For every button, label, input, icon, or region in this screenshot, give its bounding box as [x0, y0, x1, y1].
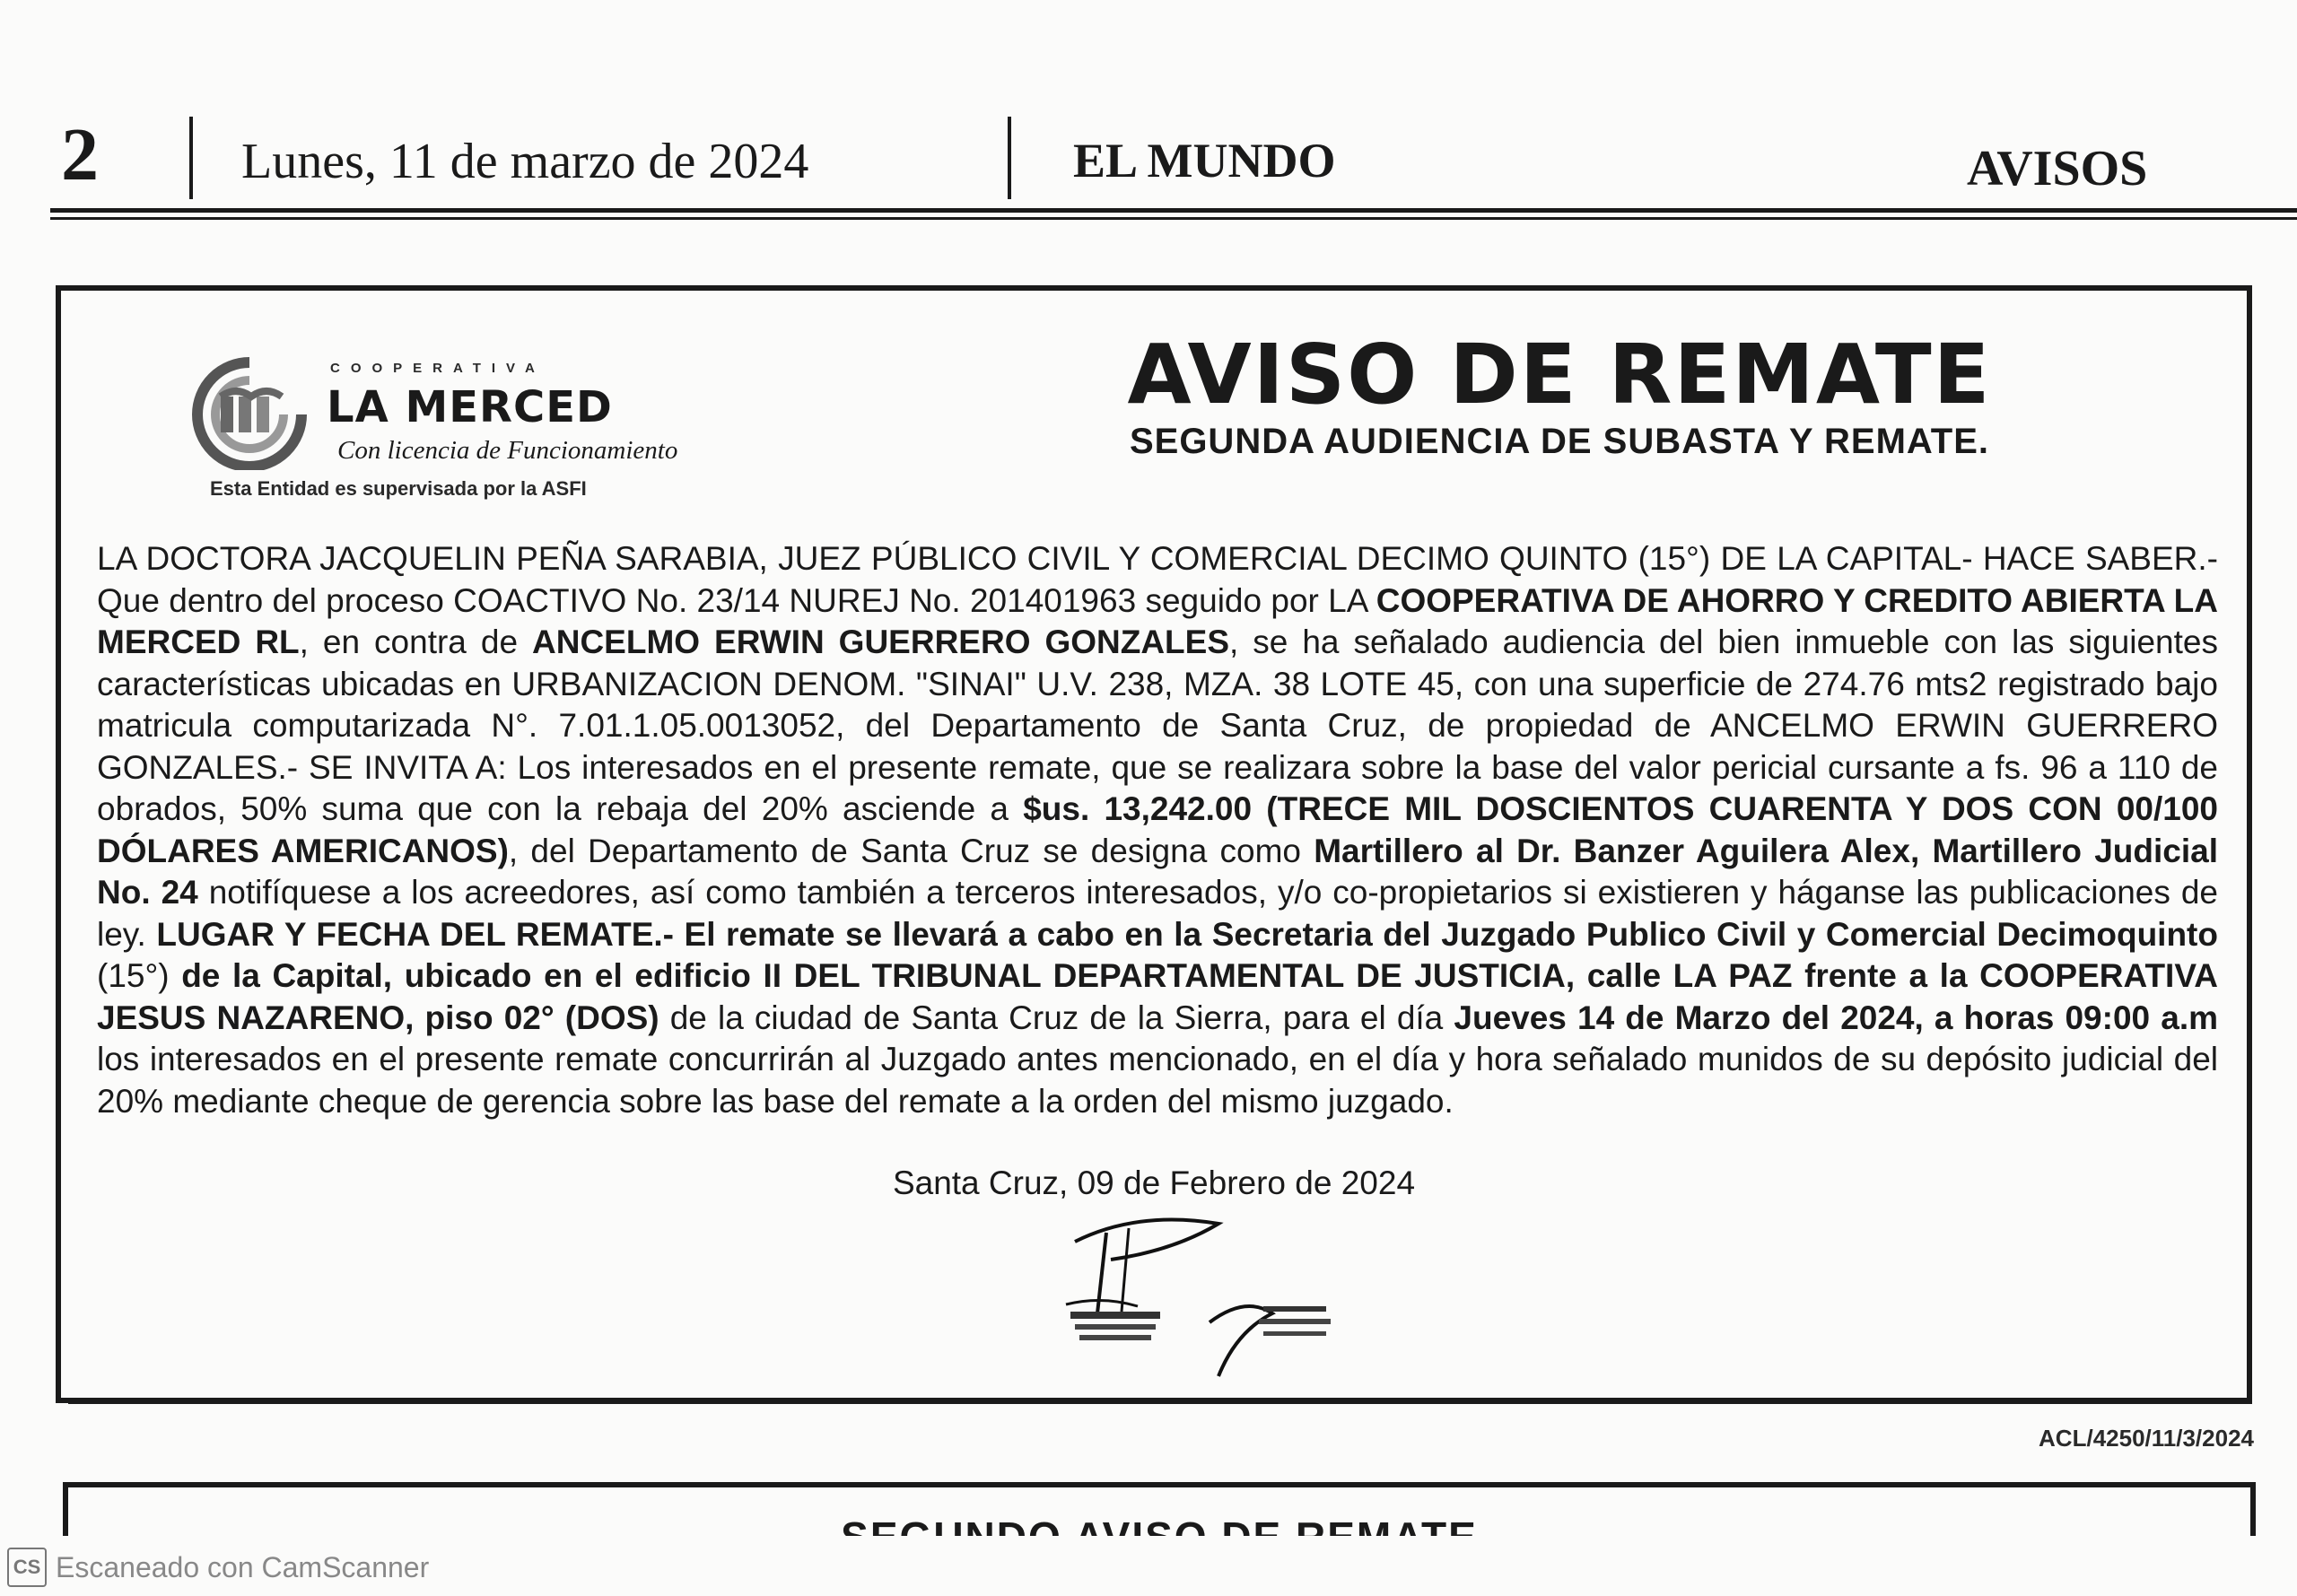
signatures-and-seals	[1003, 1206, 1380, 1385]
body-text-bold: Martillero al Dr. Banzer Aguilera Alex, Martillero Judicial No. 24	[97, 832, 2218, 911]
masthead-rule	[50, 208, 2297, 213]
logo-name: LA MERCED	[327, 382, 613, 432]
logo-supervision-note: Esta Entidad es supervisada por la ASFI	[210, 477, 587, 500]
reference-code: ACL/4250/11/3/2024	[2039, 1425, 2254, 1452]
notice-title: AVISO DE REMATE	[1127, 327, 1992, 423]
place-and-date: Santa Cruz, 09 de Febrero de 2024	[892, 1164, 1416, 1201]
body-text: LA DOCTORA JACQUELIN PEÑA SARABIA, JUEZ PÚBLICO CIVIL Y COMERCIAL DECIMO QUINTO (15°) DE LA CAPITAL- HACE SABER.- Que dentro del proceso COACTIVO No. 23/14 NUREJ No. 201401963 seguido por LA	[97, 540, 2218, 619]
body-text: de la ciudad de Santa Cruz de la Sierra, para el día	[659, 999, 1454, 1036]
cooperative-logo	[178, 346, 734, 499]
watermark-text: Escaneado con CamScanner	[56, 1550, 430, 1583]
masthead-rule	[50, 217, 2297, 220]
body-text-bold: LUGAR Y FECHA DEL REMATE.- El remate se llevará a cabo en la Secretaria del Juzgado Publico Civil y Comercial Decimoquinto	[156, 915, 2218, 953]
auction-notice	[56, 285, 2252, 1403]
body-text: , en contra de	[299, 624, 533, 660]
newspaper-name: EL MUNDO	[1073, 134, 1336, 188]
scanner-watermark	[7, 1545, 429, 1590]
notice-body	[97, 538, 2218, 1122]
body-text-bold: $us. 13,242.00 (TRECE MIL DOSCIENTOS CUARENTA Y DOS CON 00/100 DÓLARES AMERICANOS)	[97, 790, 2218, 869]
logo-cooperative-word: COOPERATIVA	[330, 361, 546, 376]
body-text: , se ha señalado audiencia del bien inmueble con las siguientes características ubicadas en URBANIZACION DENOM. "SINAI" U.V. 238, MZA. 38 LOTE 45, con una superficie de 274.76 mts2 registrado bajo matricula computarizada N°. 7.01.1.05.0013052, del Departamento de Santa Cruz, de propiedad de ANCELMO ERWIN GUERRERO GONZALES.- SE INVITA A: Los interesados en el presente remate, que se realizara sobre la base del valor pericial cursante a fs. 96 a 110 de obrados, 50% suma que con la rebaja del 20% asciende a	[97, 624, 2218, 827]
page-number: 2	[61, 113, 99, 196]
body-text-bold: de la Capital, ubicado en el edificio II DEL TRIBUNAL DEPARTAMENTAL DE JUSTICIA, calle LA PAZ frente a la COOPERATIVA JESUS NAZARENO, piso 02° (DOS)	[97, 957, 2218, 1036]
body-text: los interesados en el presente remate concurrirán al Juzgado antes mencionado, en el día y hora señalado munidos de su depósito judicial del 20% mediante cheque de gerencia sobre las base del remate a la orden del mismo juzgado.	[97, 1041, 2218, 1120]
body-text: (15°)	[97, 957, 182, 994]
logo-license: Con licencia de Funcionamiento	[337, 436, 678, 465]
body-text-bold: ANCELMO ERWIN GUERRERO GONZALES	[532, 624, 1230, 660]
masthead-divider	[189, 117, 193, 199]
body-text-bold: Jueves 14 de Marzo del 2024, a horas 09:00 a.m	[1454, 999, 2218, 1036]
section-name: AVISOS	[1967, 141, 2148, 196]
issue-date: Lunes, 11 de marzo de 2024	[241, 134, 809, 189]
body-text: , del Departamento de Santa Cruz se designa como	[508, 832, 1314, 869]
camscanner-badge-icon: CS	[7, 1548, 47, 1587]
masthead-divider	[1008, 117, 1011, 199]
body-text-bold: COOPERATIVA DE AHORRO Y CREDITO ABIERTA LA MERCED RL	[97, 581, 2218, 660]
notice-subtitle: SEGUNDA AUDIENCIA DE SUBASTA Y REMATE.	[1129, 422, 1990, 461]
masthead	[50, 90, 2297, 215]
body-text: notifíquese a los acreedores, así como también a terceros interesados, y/o co-propietarios si existieren y háganse las publicaciones de ley.	[97, 874, 2218, 953]
notice-shadow	[68, 1400, 2252, 1404]
la-merced-logo-icon	[178, 353, 321, 470]
